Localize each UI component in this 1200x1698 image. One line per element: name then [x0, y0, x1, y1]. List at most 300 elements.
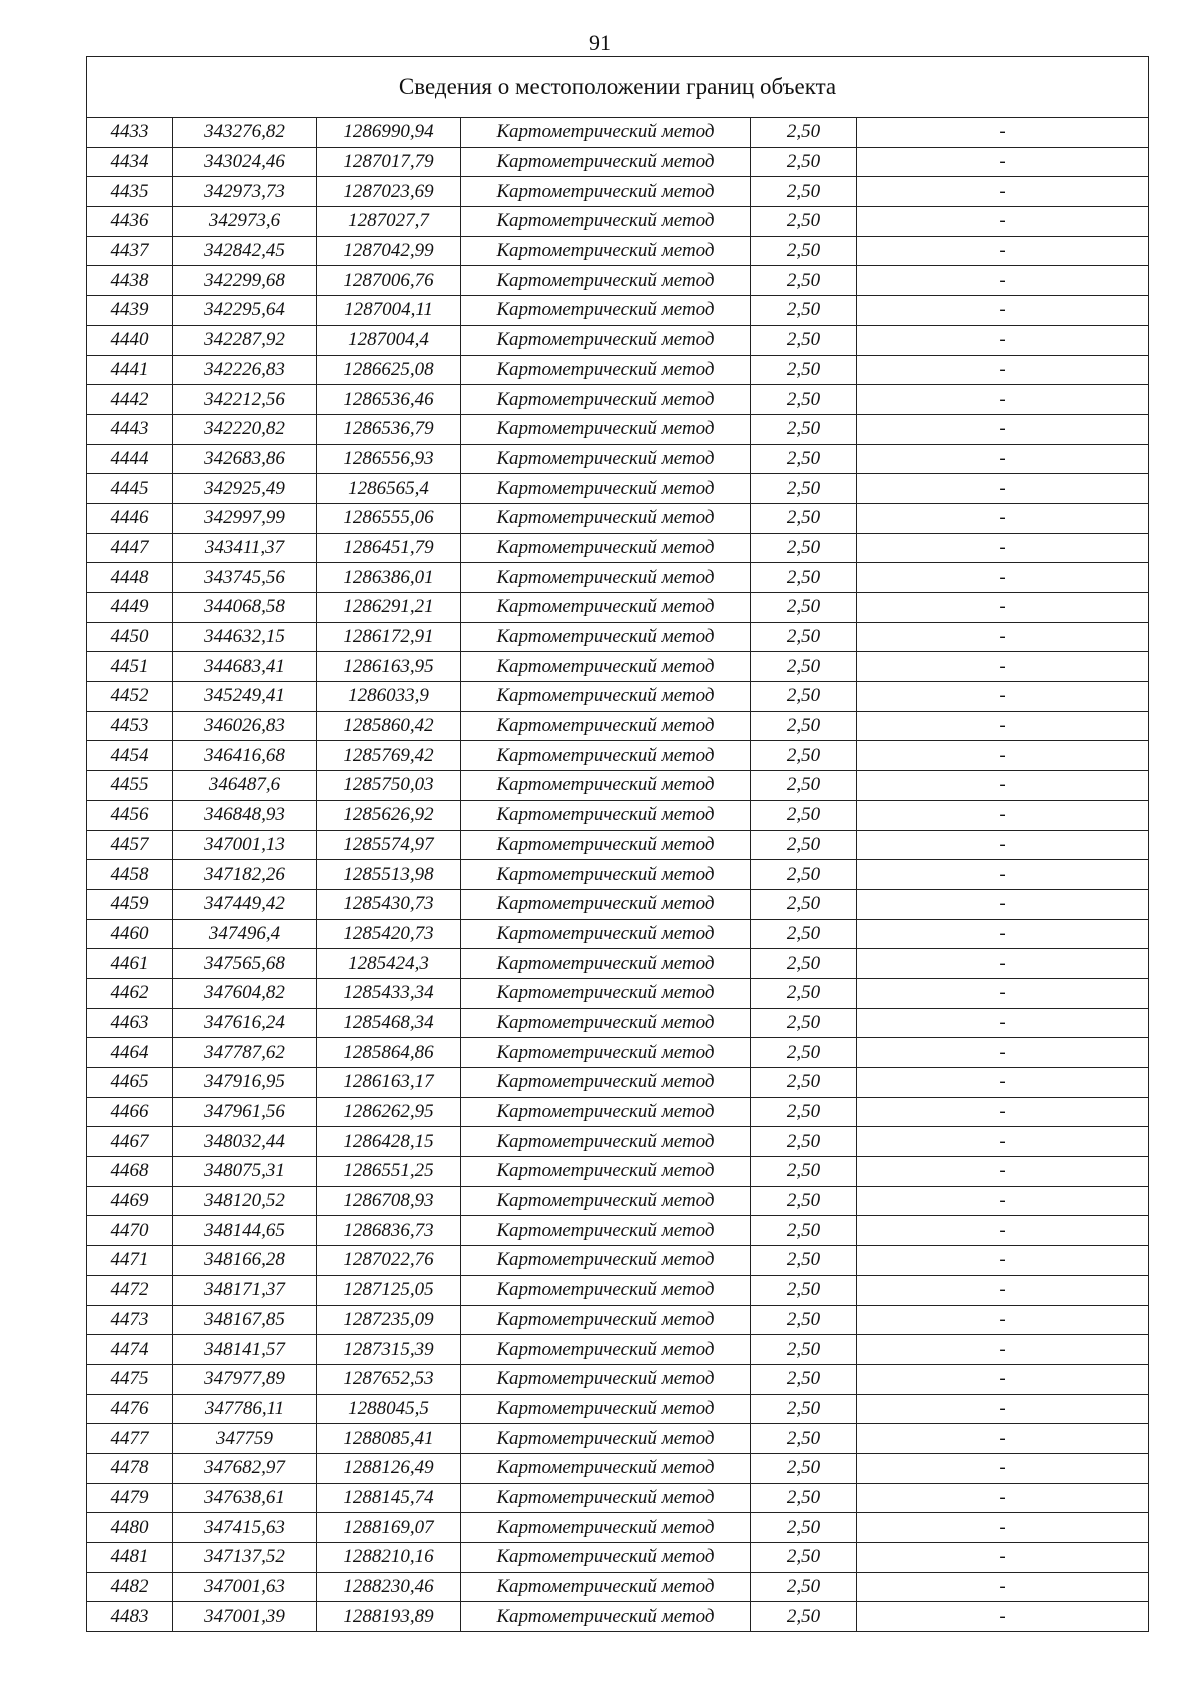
point-number-cell: 4460 — [87, 919, 173, 949]
x-coordinate-cell: 347604,82 — [173, 978, 317, 1008]
method-cell: Картометрический метод — [461, 1038, 751, 1068]
precision-cell: 2,50 — [751, 1543, 857, 1573]
y-coordinate-cell: 1287022,76 — [317, 1246, 461, 1276]
precision-cell: 2,50 — [751, 771, 857, 801]
precision-cell: 2,50 — [751, 978, 857, 1008]
description-cell: - — [857, 414, 1149, 444]
y-coordinate-cell: 1287042,99 — [317, 236, 461, 266]
table-row — [87, 444, 1149, 474]
table-row — [87, 1513, 1149, 1543]
precision-cell: 2,50 — [751, 711, 857, 741]
point-number-cell: 4459 — [87, 889, 173, 919]
y-coordinate-cell: 1286565,4 — [317, 474, 461, 504]
precision-cell: 2,50 — [751, 949, 857, 979]
description-cell: - — [857, 1068, 1149, 1098]
description-cell: - — [857, 1572, 1149, 1602]
point-number-cell: 4438 — [87, 266, 173, 296]
table-row — [87, 355, 1149, 385]
method-cell: Картометрический метод — [461, 474, 751, 504]
method-cell: Картометрический метод — [461, 593, 751, 623]
point-number-cell: 4449 — [87, 593, 173, 623]
method-cell: Картометрический метод — [461, 414, 751, 444]
precision-cell: 2,50 — [751, 622, 857, 652]
x-coordinate-cell: 348167,85 — [173, 1305, 317, 1335]
precision-cell: 2,50 — [751, 1394, 857, 1424]
x-coordinate-cell: 347001,63 — [173, 1572, 317, 1602]
description-cell: - — [857, 385, 1149, 415]
description-cell: - — [857, 1453, 1149, 1483]
table-row — [87, 533, 1149, 563]
table-row — [87, 1364, 1149, 1394]
precision-cell: 2,50 — [751, 296, 857, 326]
method-cell: Картометрический метод — [461, 1275, 751, 1305]
table-row — [87, 919, 1149, 949]
y-coordinate-cell: 1286836,73 — [317, 1216, 461, 1246]
description-cell: - — [857, 1335, 1149, 1365]
x-coordinate-cell: 343024,46 — [173, 147, 317, 177]
table-row — [87, 118, 1149, 148]
method-cell: Картометрический метод — [461, 622, 751, 652]
method-cell: Картометрический метод — [461, 949, 751, 979]
description-cell: - — [857, 978, 1149, 1008]
precision-cell: 2,50 — [751, 533, 857, 563]
precision-cell: 2,50 — [751, 563, 857, 593]
x-coordinate-cell: 343276,82 — [173, 118, 317, 148]
x-coordinate-cell: 343411,37 — [173, 533, 317, 563]
method-cell: Картометрический метод — [461, 1543, 751, 1573]
x-coordinate-cell: 342842,45 — [173, 236, 317, 266]
y-coordinate-cell: 1286262,95 — [317, 1097, 461, 1127]
point-number-cell: 4436 — [87, 207, 173, 237]
point-number-cell: 4465 — [87, 1068, 173, 1098]
precision-cell: 2,50 — [751, 1097, 857, 1127]
method-cell: Картометрический метод — [461, 1186, 751, 1216]
point-number-cell: 4439 — [87, 296, 173, 326]
description-cell: - — [857, 236, 1149, 266]
y-coordinate-cell: 1285468,34 — [317, 1008, 461, 1038]
method-cell: Картометрический метод — [461, 1453, 751, 1483]
table-row — [87, 1275, 1149, 1305]
precision-cell: 2,50 — [751, 1246, 857, 1276]
point-number-cell: 4448 — [87, 563, 173, 593]
description-cell: - — [857, 563, 1149, 593]
description-cell: - — [857, 118, 1149, 148]
point-number-cell: 4471 — [87, 1246, 173, 1276]
precision-cell: 2,50 — [751, 177, 857, 207]
point-number-cell: 4468 — [87, 1157, 173, 1187]
description-cell: - — [857, 1246, 1149, 1276]
x-coordinate-cell: 347759 — [173, 1424, 317, 1454]
x-coordinate-cell: 348032,44 — [173, 1127, 317, 1157]
point-number-cell: 4462 — [87, 978, 173, 1008]
page-number: 91 — [589, 30, 611, 55]
y-coordinate-cell: 1288193,89 — [317, 1602, 461, 1632]
y-coordinate-cell: 1287017,79 — [317, 147, 461, 177]
precision-cell: 2,50 — [751, 266, 857, 296]
description-cell: - — [857, 1008, 1149, 1038]
table-row — [87, 1038, 1149, 1068]
precision-cell: 2,50 — [751, 474, 857, 504]
y-coordinate-cell: 1285860,42 — [317, 711, 461, 741]
y-coordinate-cell: 1286536,79 — [317, 414, 461, 444]
precision-cell: 2,50 — [751, 1424, 857, 1454]
y-coordinate-cell: 1286033,9 — [317, 682, 461, 712]
description-cell: - — [857, 771, 1149, 801]
description-cell: - — [857, 1394, 1149, 1424]
point-number-cell: 4472 — [87, 1275, 173, 1305]
description-cell: - — [857, 1364, 1149, 1394]
point-number-cell: 4455 — [87, 771, 173, 801]
point-number-cell: 4444 — [87, 444, 173, 474]
point-number-cell: 4474 — [87, 1335, 173, 1365]
point-number-cell: 4469 — [87, 1186, 173, 1216]
x-coordinate-cell: 347682,97 — [173, 1453, 317, 1483]
precision-cell: 2,50 — [751, 325, 857, 355]
table-row — [87, 474, 1149, 504]
precision-cell: 2,50 — [751, 1483, 857, 1513]
method-cell: Картометрический метод — [461, 741, 751, 771]
method-cell: Картометрический метод — [461, 207, 751, 237]
y-coordinate-cell: 1286386,01 — [317, 563, 461, 593]
point-number-cell: 4457 — [87, 830, 173, 860]
description-cell: - — [857, 652, 1149, 682]
precision-cell: 2,50 — [751, 800, 857, 830]
y-coordinate-cell: 1287315,39 — [317, 1335, 461, 1365]
y-coordinate-cell: 1288085,41 — [317, 1424, 461, 1454]
table-row — [87, 860, 1149, 890]
y-coordinate-cell: 1286163,95 — [317, 652, 461, 682]
y-coordinate-cell: 1287004,11 — [317, 296, 461, 326]
description-cell: - — [857, 889, 1149, 919]
method-cell: Картометрический метод — [461, 1483, 751, 1513]
table-row — [87, 800, 1149, 830]
precision-cell: 2,50 — [751, 1602, 857, 1632]
table-row — [87, 177, 1149, 207]
method-cell: Картометрический метод — [461, 1424, 751, 1454]
table-row — [87, 1127, 1149, 1157]
x-coordinate-cell: 348166,28 — [173, 1246, 317, 1276]
x-coordinate-cell: 346416,68 — [173, 741, 317, 771]
table-row — [87, 1216, 1149, 1246]
method-cell: Картометрический метод — [461, 978, 751, 1008]
precision-cell: 2,50 — [751, 860, 857, 890]
table-row — [87, 1097, 1149, 1127]
x-coordinate-cell: 347449,42 — [173, 889, 317, 919]
method-cell: Картометрический метод — [461, 1513, 751, 1543]
method-cell: Картометрический метод — [461, 563, 751, 593]
precision-cell: 2,50 — [751, 652, 857, 682]
precision-cell: 2,50 — [751, 1572, 857, 1602]
description-cell: - — [857, 147, 1149, 177]
y-coordinate-cell: 1287125,05 — [317, 1275, 461, 1305]
x-coordinate-cell: 347496,4 — [173, 919, 317, 949]
precision-cell: 2,50 — [751, 889, 857, 919]
point-number-cell: 4466 — [87, 1097, 173, 1127]
table-row — [87, 1246, 1149, 1276]
table-row — [87, 1335, 1149, 1365]
table-row — [87, 1602, 1149, 1632]
description-cell: - — [857, 474, 1149, 504]
table-title-row — [87, 57, 1149, 118]
y-coordinate-cell: 1286451,79 — [317, 533, 461, 563]
x-coordinate-cell: 347916,95 — [173, 1068, 317, 1098]
table-row — [87, 889, 1149, 919]
description-cell: - — [857, 444, 1149, 474]
point-number-cell: 4473 — [87, 1305, 173, 1335]
method-cell: Картометрический метод — [461, 503, 751, 533]
table-row — [87, 652, 1149, 682]
table-row — [87, 682, 1149, 712]
table-row — [87, 978, 1149, 1008]
description-cell: - — [857, 1127, 1149, 1157]
y-coordinate-cell: 1286536,46 — [317, 385, 461, 415]
table-row — [87, 1543, 1149, 1573]
description-cell: - — [857, 949, 1149, 979]
y-coordinate-cell: 1285769,42 — [317, 741, 461, 771]
x-coordinate-cell: 347977,89 — [173, 1364, 317, 1394]
precision-cell: 2,50 — [751, 503, 857, 533]
precision-cell: 2,50 — [751, 1453, 857, 1483]
y-coordinate-cell: 1288045,5 — [317, 1394, 461, 1424]
x-coordinate-cell: 346487,6 — [173, 771, 317, 801]
precision-cell: 2,50 — [751, 1068, 857, 1098]
method-cell: Картометрический метод — [461, 177, 751, 207]
table-row — [87, 1186, 1149, 1216]
x-coordinate-cell: 347787,62 — [173, 1038, 317, 1068]
description-cell: - — [857, 711, 1149, 741]
description-cell: - — [857, 207, 1149, 237]
method-cell: Картометрический метод — [461, 652, 751, 682]
y-coordinate-cell: 1286555,06 — [317, 503, 461, 533]
description-cell: - — [857, 1097, 1149, 1127]
x-coordinate-cell: 347638,61 — [173, 1483, 317, 1513]
x-coordinate-cell: 342683,86 — [173, 444, 317, 474]
precision-cell: 2,50 — [751, 118, 857, 148]
point-number-cell: 4467 — [87, 1127, 173, 1157]
table-body — [87, 118, 1149, 1632]
method-cell: Картометрический метод — [461, 800, 751, 830]
y-coordinate-cell: 1285420,73 — [317, 919, 461, 949]
y-coordinate-cell: 1285513,98 — [317, 860, 461, 890]
point-number-cell: 4483 — [87, 1602, 173, 1632]
table-row — [87, 503, 1149, 533]
precision-cell: 2,50 — [751, 207, 857, 237]
description-cell: - — [857, 1216, 1149, 1246]
y-coordinate-cell: 1285430,73 — [317, 889, 461, 919]
table-row — [87, 949, 1149, 979]
precision-cell: 2,50 — [751, 1008, 857, 1038]
precision-cell: 2,50 — [751, 741, 857, 771]
table-row — [87, 266, 1149, 296]
table-row — [87, 207, 1149, 237]
precision-cell: 2,50 — [751, 355, 857, 385]
description-cell: - — [857, 325, 1149, 355]
y-coordinate-cell: 1288169,07 — [317, 1513, 461, 1543]
table-row — [87, 1008, 1149, 1038]
point-number-cell: 4453 — [87, 711, 173, 741]
point-number-cell: 4464 — [87, 1038, 173, 1068]
method-cell: Картометрический метод — [461, 919, 751, 949]
x-coordinate-cell: 348141,57 — [173, 1335, 317, 1365]
method-cell: Картометрический метод — [461, 1008, 751, 1038]
table-row — [87, 593, 1149, 623]
point-number-cell: 4435 — [87, 177, 173, 207]
precision-cell: 2,50 — [751, 919, 857, 949]
table-row — [87, 741, 1149, 771]
x-coordinate-cell: 347961,56 — [173, 1097, 317, 1127]
point-number-cell: 4478 — [87, 1453, 173, 1483]
description-cell: - — [857, 682, 1149, 712]
method-cell: Картометрический метод — [461, 1157, 751, 1187]
x-coordinate-cell: 342220,82 — [173, 414, 317, 444]
precision-cell: 2,50 — [751, 1157, 857, 1187]
point-number-cell: 4446 — [87, 503, 173, 533]
description-cell: - — [857, 593, 1149, 623]
point-number-cell: 4443 — [87, 414, 173, 444]
precision-cell: 2,50 — [751, 1305, 857, 1335]
y-coordinate-cell: 1286428,15 — [317, 1127, 461, 1157]
x-coordinate-cell: 347565,68 — [173, 949, 317, 979]
x-coordinate-cell: 347415,63 — [173, 1513, 317, 1543]
point-number-cell: 4481 — [87, 1543, 173, 1573]
point-number-cell: 4482 — [87, 1572, 173, 1602]
point-number-cell: 4458 — [87, 860, 173, 890]
table-row — [87, 1305, 1149, 1335]
table-row — [87, 325, 1149, 355]
y-coordinate-cell: 1286163,17 — [317, 1068, 461, 1098]
x-coordinate-cell: 344683,41 — [173, 652, 317, 682]
point-number-cell: 4475 — [87, 1364, 173, 1394]
point-number-cell: 4450 — [87, 622, 173, 652]
point-number-cell: 4480 — [87, 1513, 173, 1543]
method-cell: Картометрический метод — [461, 830, 751, 860]
precision-cell: 2,50 — [751, 236, 857, 266]
boundary-table — [86, 56, 1149, 1632]
point-number-cell: 4476 — [87, 1394, 173, 1424]
description-cell: - — [857, 503, 1149, 533]
x-coordinate-cell: 344632,15 — [173, 622, 317, 652]
y-coordinate-cell: 1285433,34 — [317, 978, 461, 1008]
description-cell: - — [857, 266, 1149, 296]
description-cell: - — [857, 1157, 1149, 1187]
method-cell: Картометрический метод — [461, 1068, 751, 1098]
method-cell: Картометрический метод — [461, 533, 751, 563]
point-number-cell: 4452 — [87, 682, 173, 712]
precision-cell: 2,50 — [751, 1364, 857, 1394]
description-cell: - — [857, 1513, 1149, 1543]
table-row — [87, 147, 1149, 177]
description-cell: - — [857, 1424, 1149, 1454]
description-cell: - — [857, 1602, 1149, 1632]
precision-cell: 2,50 — [751, 1216, 857, 1246]
x-coordinate-cell: 342287,92 — [173, 325, 317, 355]
precision-cell: 2,50 — [751, 385, 857, 415]
description-cell: - — [857, 355, 1149, 385]
point-number-cell: 4461 — [87, 949, 173, 979]
y-coordinate-cell: 1285864,86 — [317, 1038, 461, 1068]
point-number-cell: 4447 — [87, 533, 173, 563]
point-number-cell: 4433 — [87, 118, 173, 148]
point-number-cell: 4470 — [87, 1216, 173, 1246]
method-cell: Картометрический метод — [461, 147, 751, 177]
x-coordinate-cell: 342295,64 — [173, 296, 317, 326]
point-number-cell: 4437 — [87, 236, 173, 266]
method-cell: Картометрический метод — [461, 682, 751, 712]
x-coordinate-cell: 342997,99 — [173, 503, 317, 533]
point-number-cell: 4441 — [87, 355, 173, 385]
point-number-cell: 4463 — [87, 1008, 173, 1038]
point-number-cell: 4477 — [87, 1424, 173, 1454]
point-number-cell: 4454 — [87, 741, 173, 771]
point-number-cell: 4451 — [87, 652, 173, 682]
method-cell: Картометрический метод — [461, 118, 751, 148]
method-cell: Картометрический метод — [461, 1305, 751, 1335]
y-coordinate-cell: 1288126,49 — [317, 1453, 461, 1483]
y-coordinate-cell: 1286990,94 — [317, 118, 461, 148]
point-number-cell: 4445 — [87, 474, 173, 504]
y-coordinate-cell: 1288145,74 — [317, 1483, 461, 1513]
description-cell: - — [857, 533, 1149, 563]
method-cell: Картометрический метод — [461, 1572, 751, 1602]
description-cell: - — [857, 1483, 1149, 1513]
description-cell: - — [857, 1275, 1149, 1305]
description-cell: - — [857, 919, 1149, 949]
point-number-cell: 4456 — [87, 800, 173, 830]
x-coordinate-cell: 347616,24 — [173, 1008, 317, 1038]
method-cell: Картометрический метод — [461, 325, 751, 355]
x-coordinate-cell: 342973,73 — [173, 177, 317, 207]
table-row — [87, 1453, 1149, 1483]
y-coordinate-cell: 1285574,97 — [317, 830, 461, 860]
method-cell: Картометрический метод — [461, 860, 751, 890]
y-coordinate-cell: 1286556,93 — [317, 444, 461, 474]
method-cell: Картометрический метод — [461, 1602, 751, 1632]
y-coordinate-cell: 1287006,76 — [317, 266, 461, 296]
precision-cell: 2,50 — [751, 682, 857, 712]
x-coordinate-cell: 347001,39 — [173, 1602, 317, 1632]
method-cell: Картометрический метод — [461, 771, 751, 801]
y-coordinate-cell: 1286172,91 — [317, 622, 461, 652]
table-row — [87, 1394, 1149, 1424]
y-coordinate-cell: 1287652,53 — [317, 1364, 461, 1394]
y-coordinate-cell: 1287235,09 — [317, 1305, 461, 1335]
precision-cell: 2,50 — [751, 147, 857, 177]
table-row — [87, 296, 1149, 326]
description-cell: - — [857, 1543, 1149, 1573]
method-cell: Картометрический метод — [461, 355, 751, 385]
x-coordinate-cell: 348144,65 — [173, 1216, 317, 1246]
description-cell: - — [857, 1186, 1149, 1216]
description-cell: - — [857, 177, 1149, 207]
y-coordinate-cell: 1288210,16 — [317, 1543, 461, 1573]
method-cell: Картометрический метод — [461, 1335, 751, 1365]
description-cell: - — [857, 1305, 1149, 1335]
method-cell: Картометрический метод — [461, 1246, 751, 1276]
x-coordinate-cell: 347137,52 — [173, 1543, 317, 1573]
description-cell: - — [857, 296, 1149, 326]
x-coordinate-cell: 342226,83 — [173, 355, 317, 385]
method-cell: Картометрический метод — [461, 444, 751, 474]
precision-cell: 2,50 — [751, 593, 857, 623]
precision-cell: 2,50 — [751, 830, 857, 860]
y-coordinate-cell: 1287004,4 — [317, 325, 461, 355]
y-coordinate-cell: 1287027,7 — [317, 207, 461, 237]
table-row — [87, 1572, 1149, 1602]
table-row — [87, 1483, 1149, 1513]
precision-cell: 2,50 — [751, 1127, 857, 1157]
point-number-cell: 4434 — [87, 147, 173, 177]
description-cell: - — [857, 860, 1149, 890]
